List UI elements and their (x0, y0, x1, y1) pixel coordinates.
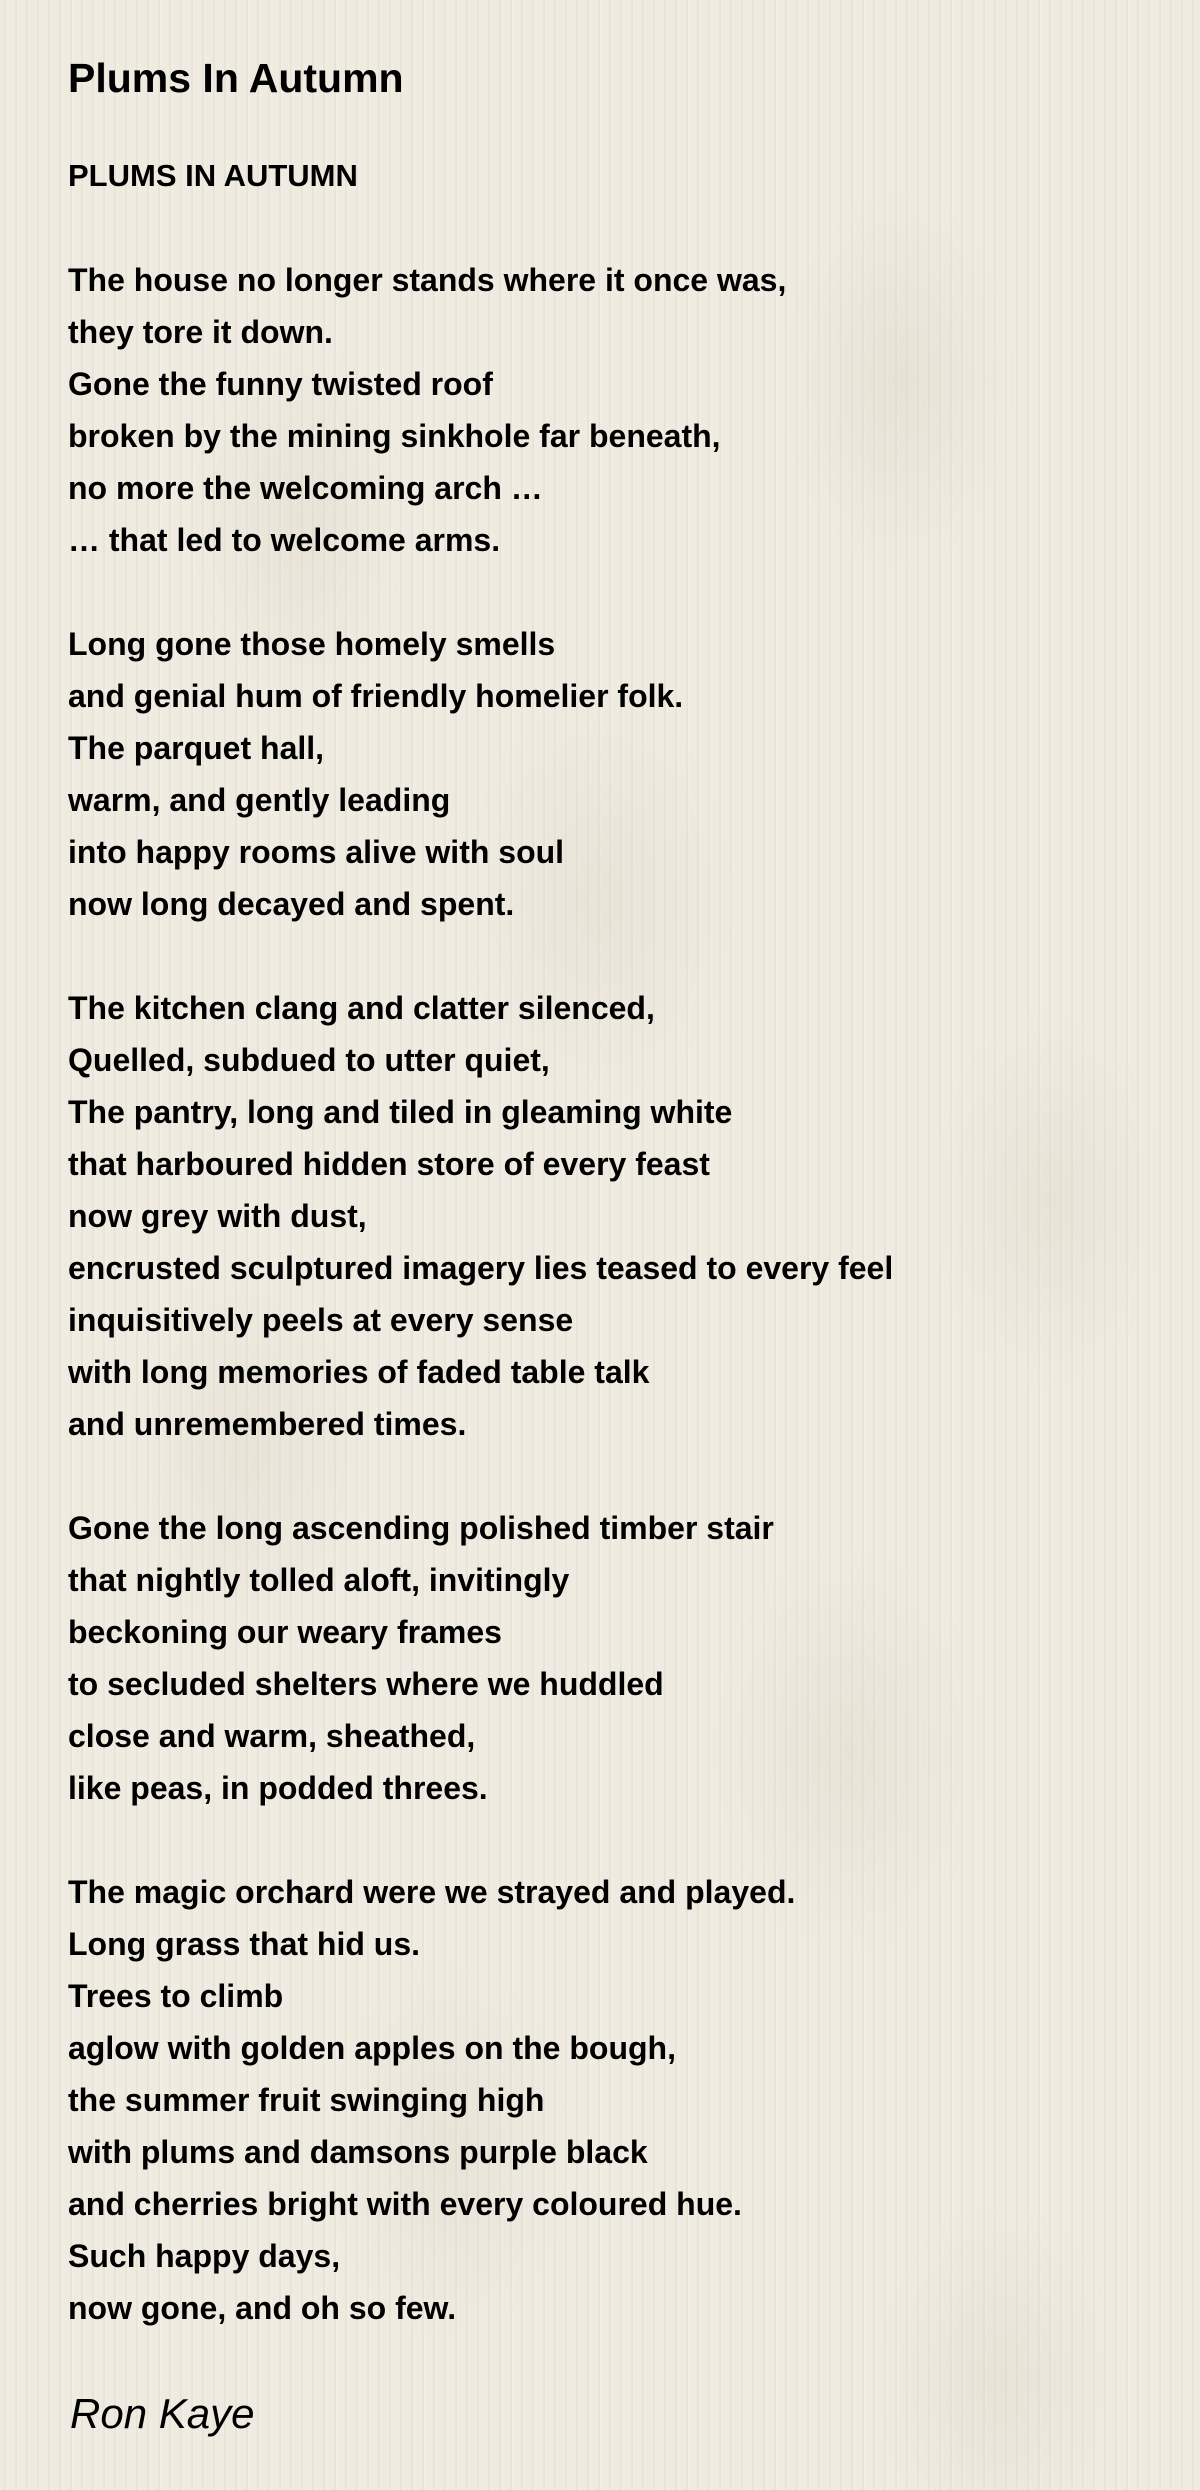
stanza-5 (68, 1866, 893, 2334)
poem-line: The parquet hall, (68, 730, 325, 766)
poem-line: now gone, and oh so few. (68, 2290, 457, 2326)
poem-line: warm, and gently leading (68, 782, 451, 818)
poem-line: Gone the long ascending polished timber stair (68, 1510, 774, 1546)
poem-line: with plums and damsons purple black (68, 2134, 648, 2170)
poem-line: now long decayed and spent. (68, 886, 515, 922)
poem-line: that harboured hidden store of every feast (68, 1146, 710, 1182)
poem-line: and genial hum of friendly homelier folk. (68, 678, 684, 714)
poem-title: Plums In Autumn (68, 55, 404, 101)
poem-line: close and warm, sheathed, (68, 1718, 476, 1754)
poem-line: … that led to welcome arms. (68, 522, 501, 558)
poem-line: Trees to climb (68, 1978, 284, 2014)
poem-line: to secluded shelters where we huddled (68, 1666, 664, 1702)
poem-line: and cherries bright with every coloured hue. (68, 2186, 742, 2222)
poem-line: that nightly tolled aloft, invitingly (68, 1562, 570, 1598)
poem-line: with long memories of faded table talk (68, 1354, 650, 1390)
poem-line: The magic orchard were we strayed and played. (68, 1874, 796, 1910)
stanza-3 (68, 982, 893, 1450)
poem-line: Gone the funny twisted roof (68, 366, 493, 402)
stanza-4 (68, 1502, 893, 1814)
poem-line: and unremembered times. (68, 1406, 467, 1442)
poem-line: Long gone those homely smells (68, 626, 556, 662)
poem-line: aglow with golden apples on the bough, (68, 2030, 676, 2066)
poem-line: inquisitively peels at every sense (68, 1302, 574, 1338)
poem-line: now grey with dust, (68, 1198, 367, 1234)
poem-author: Ron Kaye (70, 2390, 255, 2437)
poem-line: The kitchen clang and clatter silenced, (68, 990, 655, 1026)
poem-body (68, 254, 893, 2334)
poem-line: no more the welcoming arch … (68, 470, 543, 506)
poem-line: beckoning our weary frames (68, 1614, 502, 1650)
poem-line: Quelled, subdued to utter quiet, (68, 1042, 550, 1078)
poem-line: into happy rooms alive with soul (68, 834, 565, 870)
stanza-1 (68, 254, 893, 566)
poem-line: Long grass that hid us. (68, 1926, 421, 1962)
poem-line: they tore it down. (68, 314, 333, 350)
poem-subtitle: PLUMS IN AUTUMN (68, 158, 358, 193)
poem-line: The house no longer stands where it once was, (68, 262, 787, 298)
poem-line: like peas, in podded threes. (68, 1770, 488, 1806)
stanza-2 (68, 618, 893, 930)
poem-line: encrusted sculptured imagery lies teased to every feel (68, 1250, 894, 1286)
poem-line: The pantry, long and tiled in gleaming white (68, 1094, 733, 1130)
poem-line: broken by the mining sinkhole far beneath, (68, 418, 721, 454)
poem-line: the summer fruit swinging high (68, 2082, 545, 2118)
poem-line: Such happy days, (68, 2238, 341, 2274)
